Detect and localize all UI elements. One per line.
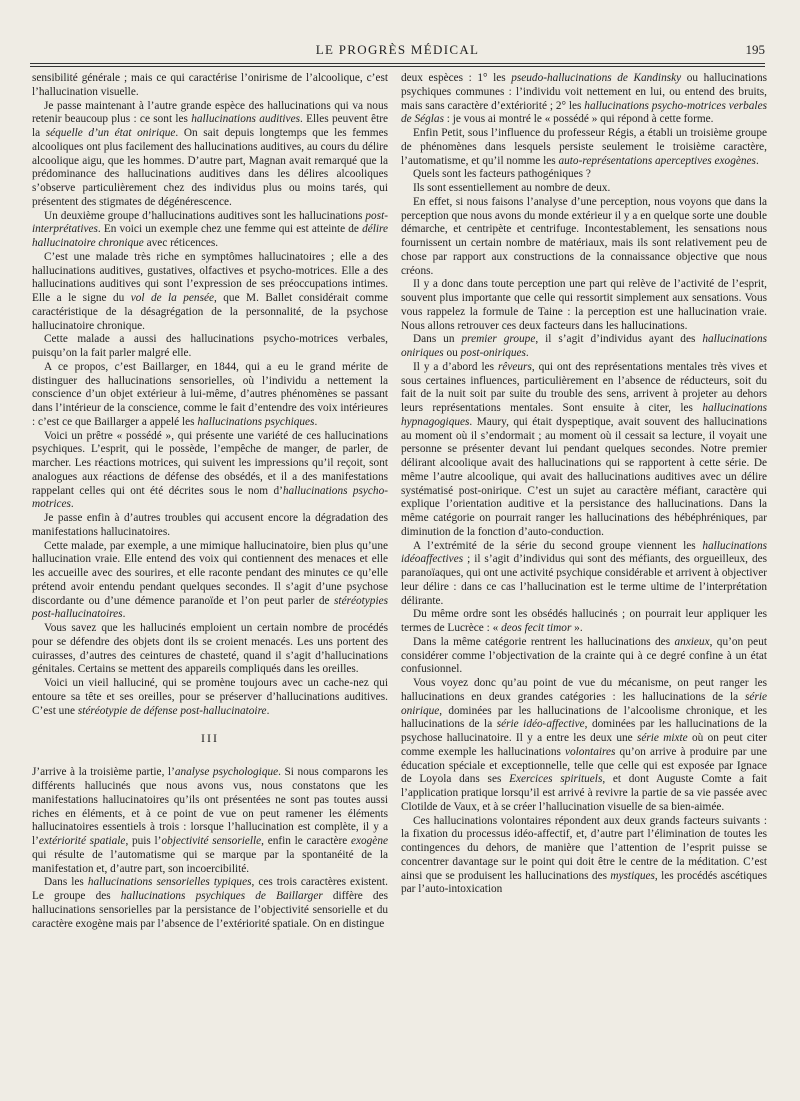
text-run: . En voici un exemple chez une femme qui est atteinte de <box>97 223 363 236</box>
paragraph <box>32 210 388 251</box>
italic-text: hallucinations psycho-motrices <box>32 484 388 511</box>
text-run: C’est une malade très riche en symptômes hallucinatoires ; elle a des hallucinations auditives, gustatives, olfactives et psycho-motrices. Elle a des hallucinations auditives qui sont l’expression de ses préoccupations intimes. Elle a le signe du <box>32 250 388 304</box>
paragraph <box>401 608 767 636</box>
text-run: Vous savez que les hallucinés emploient un certain nombre de procédés pour se défendre des objets dont ils se croient menacés. Les uns portent des cuirasses, d’autres des ceintures de chasteté, quand il s’agit d’hallucinations génitales. Certains se mettent des appareils compliqués dans les oreilles. <box>32 622 388 676</box>
text-run: où on peut citer comme exemple les hallucinations <box>401 732 767 758</box>
text-run: . <box>122 608 126 621</box>
text-run: . Si nous comparons les différents hallucinés que nous avons vus, nous constatons que les manifestations hallucinatoires qu’ils ont présentées ne sont pas toutes aussi riches en éléments, et à ce point de vue on peut ramener les éléments hallucinatoires essentiels à trois : lorsque l’hallucination est complète, il y a l’ <box>32 766 388 847</box>
header-rule <box>30 66 765 67</box>
italic-text: auto-représentations aperceptives exogènes <box>558 154 756 167</box>
paragraph <box>32 72 388 100</box>
header-rule <box>30 63 765 64</box>
text-run: avec réticences. <box>143 237 219 249</box>
paragraph <box>401 636 767 677</box>
italic-text: hallucinations auditives <box>191 113 300 126</box>
italic-text: hallucinations psychiques <box>197 415 315 428</box>
italic-text: objectivité sensorielle <box>161 835 262 847</box>
text-run: Il y a d’abord les <box>413 360 498 373</box>
italic-text: post-interprétatives <box>32 209 388 236</box>
text-run: , puis l’ <box>125 835 162 847</box>
text-run: Enfin Petit, sous l’influence du professeur Régis, a établi un troisième groupe de phénomènes dans lesquels persiste seulement le troisième caractère, l’automatisme, et qu’il nomme les <box>401 127 767 167</box>
italic-text: anxieux <box>674 635 710 648</box>
text-run: Il y a donc dans toute perception une part qui relève de l’activité de l’esprit, souvent plus importante que celle qui ressortit simplement aux sensations. Vous vous rappelez la formule de Taine : la perception est une hallucination vraie. Nous allons retrouver ces deux facteurs dans les hallucinations. <box>401 278 767 332</box>
text-run: , ces trois caractères existent. Le groupe des <box>32 876 388 902</box>
paragraph <box>32 766 388 876</box>
paragraph <box>401 72 767 127</box>
text-run: , dominées par les hallucinations de l’alcoolisme chronique, et les hallucinations de la <box>401 704 767 731</box>
italic-text: délire hallucinatoire chronique <box>32 223 388 249</box>
text-run: Un deuxième groupe d’hallucinations auditives sont les hallucinations <box>44 209 366 222</box>
page-number: 195 <box>745 42 765 57</box>
text-run: , et dont Auguste Comte a fait l’application pratique lorsqu’il est arrivé à revivre la partie de sa vie passée avec Clotilde de Vaux, et à se créer l’hallucination visuelle de sa bien-aimée. <box>401 773 767 813</box>
paragraph <box>32 677 388 718</box>
text-run: Quels sont les facteurs pathogéniques ? <box>413 168 591 181</box>
paragraph <box>401 278 767 333</box>
text-run: Voici un vieil halluciné, qui se promène toujours avec un cache-nez qui entoure sa tête et ses oreilles, pour se préserver d’hallucinations auditives. C’est une <box>32 677 388 717</box>
paragraph <box>32 430 388 513</box>
text-run: Je passe maintenant à l’autre grande espèce des hallucinations qui va nous retenir beaucoup plus : ce sont les <box>32 99 388 126</box>
paragraph <box>32 333 388 361</box>
text-run: ou hallucinations psychiques communes : l’individu voit nettement en lui, ou entend des bruits, mais sans caractère d’extériorité ; 2° les <box>401 72 767 112</box>
paragraph <box>401 127 767 168</box>
italic-text: mystiques <box>610 869 655 882</box>
text-run: ; il s’agit d’individus qui sont des méfiants, des orgueilleux, des paranoïaques, qui ont une activité psychique considérable et arrivent à objectiver leur délire : dans ce cas l’hallucination est le terme ultime de l’interprétation délirante. <box>401 553 767 607</box>
italic-text: série mixte <box>636 732 688 744</box>
text-run: Ces hallucinations volontaires répondent aux deux grands facteurs suivants : la fixation du processus idéo-affectif, et, d’autre part l’élimination de toutes les contingences du dehors, de manière que l’attention de l’esprit puisse se concentrer davantage sur le point qui doit être le centre de la méditation. C’est ainsi que se produisent les hallucinations des <box>401 814 767 882</box>
paragraph <box>401 168 767 182</box>
text-run: . <box>755 154 759 167</box>
text-run: J’arrive à la troisième partie, l’ <box>32 766 175 779</box>
section-heading: III <box>201 731 219 746</box>
text-run: . <box>266 704 270 717</box>
text-run: , enfin le caractère <box>261 835 351 847</box>
text-run: . <box>525 347 529 359</box>
text-run: , qui ont des représentations mentales très vives et sous certaines influences, particulièrement en l’absence de réducteurs, soit du fait de la nuit soit par suite du trouble des sens, arrivent à projeter au dehors leurs représentations mentales. Sont ensuite à citer, les <box>401 360 767 414</box>
italic-text: stéréotypie de défense post-hallucinatoire <box>77 704 267 717</box>
left-column <box>32 72 388 931</box>
italic-text: hallucinations psycho-motrices verbales de Séglas <box>401 99 767 126</box>
text-run: , il s’agit d’individus ayant des <box>535 333 703 346</box>
text-run: diffère des hallucinations sensorielles par la persistance de l’objectivité sensorielle et du caractère exogène mais par l’absence de l’extériorité spatiale. On en distingue <box>32 890 388 930</box>
text-run: , qu’on peut considérer comme l’objectivation de la crainte qui à ce degré confine à un état confusionnel. <box>401 635 767 676</box>
text-run: ». <box>571 622 583 634</box>
paragraph <box>401 182 767 196</box>
text-run: Voici un prêtre « possédé », qui présente une variété de ces hallucinations psychiques. L’esprit, qui le possède, l’empêche de manger, de parler, de marcher. Les réactions motrices, qui suivent les impressions qu’il reçoit, sont analogues aux réactions de défense des obsédés, et il a des manifestations rappelant celles qui ont été décrites sous le nom d’ <box>32 429 388 497</box>
right-column <box>401 72 767 897</box>
paragraph <box>401 815 767 898</box>
text-run: . Maury, qui était dyspeptique, avait souvent des hallucinations au moment où il s’endormait ; au moment où il cessait sa lecture, il voyait une personne se présenter devant lui pendant quelques secondes. Notre premier délirant alcoolique avait des hallucinations qui se rapportent à cette série. De même l’autre alcoolique, qui avait des hallucinations auditives avec un délire systématisé post-onirique. C’est un sujet au caractère méfiant, caractère qui explique l’orientation auditive et la persistance des hallucinations. Dans la même catégorie on pourrait ranger les hallucinations des hébéphréniques, par diminution de la fonction d’auto-conduction. <box>401 415 767 538</box>
italic-text: premier groupe <box>461 333 536 346</box>
paragraph <box>401 333 767 361</box>
paragraph <box>32 540 388 623</box>
text-run: qu’on arrive à produire par une éducation spéciale et exceptionnelle, telle que celle qui est exposée par Ignace de Loyola dans ses <box>401 745 767 786</box>
text-run: ou <box>443 347 461 359</box>
italic-text: hallucinations sensorielles typiques <box>87 876 252 889</box>
italic-text: Exercices spirituels <box>509 773 603 786</box>
text-run: . <box>314 415 318 428</box>
text-run: A ce propos, c’est Baillarger, en 1844, qui a eu le grand mérite de distinguer des hallucinations sensorielles, où l’individu a nettement la conscience d’un objet extérieur à lui-même, d’autres phénomènes se passant dans l’intérieur de la conscience, comme le fait d’entendre des voix intérieures : c’est ce que Baillarger a appelé les <box>32 360 388 428</box>
paragraph <box>32 361 388 430</box>
text-run: Du même ordre sont les obsédés hallucinés ; on pourrait leur appliquer les termes de Lucrèce : « <box>401 608 767 634</box>
italic-text: série onirique <box>401 690 767 717</box>
text-run: En effet, si nous faisons l’analyse d’une perception, nous voyons que dans la perception que nous avons du monde extérieur il y a en quelque sorte une double démarche, et centripète et centrifuge. Incontestablement, les sensations nous fournissent un certain nombre de matériaux, mais ils sont relativement peu de chose par rapport aux constructions de la connaissance objective que nous créons. <box>401 195 767 277</box>
italic-text: extériorité spatiale <box>38 835 126 847</box>
text-run: Dans la même catégorie rentrent les hallucinations des <box>413 635 675 648</box>
paragraph <box>32 100 388 210</box>
paragraph <box>401 361 767 540</box>
text-run: , dominées par les hallucinations de la psychose hallucinatoire. Il y a entre les deux une <box>401 718 767 744</box>
text-run: . On sait depuis longtemps que les femmes alcooliques ont plus facilement des hallucinations auditives, au cours du délire alcoolique aigu, que les hommes. D’autre part, Magnan avait remarqué que la prédominance des hallucinations auditives dans les délires alcooliques s’observe particulièrement chez des individus plus ou moins tarés, qui présentent des stigmates de dégénérescence. <box>32 127 388 208</box>
italic-text: analyse psychologique <box>174 766 279 779</box>
italic-text: hallucinations hypnagogiques <box>401 402 767 428</box>
paragraph <box>32 512 388 540</box>
paragraph <box>401 540 767 609</box>
italic-text: vol de la pensée <box>130 292 215 304</box>
italic-text: série idéo-affective <box>496 718 585 731</box>
italic-text: rêveurs <box>497 360 532 373</box>
text-run: qui résulte de l’automatisme qui se marque par la spontanéité de la manifestation et, d’autre part, son incoercibilité. <box>32 848 388 875</box>
italic-text: séquelle d’un état onirique <box>45 127 176 139</box>
text-run: deux espèces : 1° les <box>401 72 512 84</box>
paragraph <box>401 677 767 815</box>
paragraph <box>32 251 388 334</box>
italic-text: volontaires <box>565 745 616 758</box>
text-run: . <box>70 498 74 511</box>
text-run: sensibilité générale ; mais ce qui caractérise l’onirisme de l’alcoolique, c’est l’hallucination visuelle. <box>32 72 388 98</box>
text-run: Ils sont essentiellement au nombre de deux. <box>413 182 611 194</box>
text-run: , les procédés ascétiques par l’auto-intoxication <box>401 869 767 896</box>
running-title: LE PROGRÈS MÉDICAL <box>315 42 480 57</box>
italic-text: exogène <box>350 835 388 847</box>
italic-text: hallucinations idéoaffectives <box>401 539 767 566</box>
italic-text: stéréotypies post-hallucinatoires <box>32 594 388 621</box>
italic-text: pseudo-hallucinations de Kandinsky <box>511 72 682 84</box>
text-run: Cette malade, par exemple, a une mimique hallucinatoire, bien plus qu’une hallucination vraie. Elle entend des voix qui contiennent des menaces et elle les accueille avec des sourires, et elle raconte pendant des minutes ce qu’elle prétend avoir entendu pendant quelques secondes. Il s’agit d’une psychose discordante ou d’une démence paranoïde et l’on peut parler de <box>32 539 388 607</box>
paragraph <box>401 196 767 279</box>
italic-text: hallucinations psychiques de Baillarger <box>120 890 323 902</box>
text-run: , que M. Ballet considérait comme caractéristique de la désagrégation de la personnalité, de la psychose hallucinatoire chronique. <box>32 292 389 332</box>
text-run: : je vous ai montré le « possédé » qui répond à cette forme. <box>443 113 714 126</box>
text-run: Dans les <box>44 876 88 889</box>
text-run: Vous voyez donc qu’au point de vue du mécanisme, on peut ranger les hallucinations en deux grandes catégories : les hallucinations de la <box>401 677 767 703</box>
italic-text: deos fecit timor <box>501 622 572 634</box>
text-run: Cette malade a aussi des hallucinations psycho-motrices verbales, puisqu’on la fait parler malgré elle. <box>32 333 388 359</box>
paragraph <box>32 876 388 931</box>
text-run: Je passe enfin à d’autres troubles qui accusent encore la dégradation des manifestations hallucinatoires. <box>32 512 388 538</box>
paragraph <box>32 622 388 677</box>
text-run: A l’extrémité de la série du second groupe viennent les <box>413 539 703 552</box>
italic-text: hallucinations oniriques <box>401 333 767 359</box>
italic-text: post-oniriques <box>460 347 526 359</box>
text-run: Dans un <box>413 333 462 346</box>
text-run: . Elles peuvent être la <box>32 113 388 139</box>
page-header <box>30 42 765 62</box>
